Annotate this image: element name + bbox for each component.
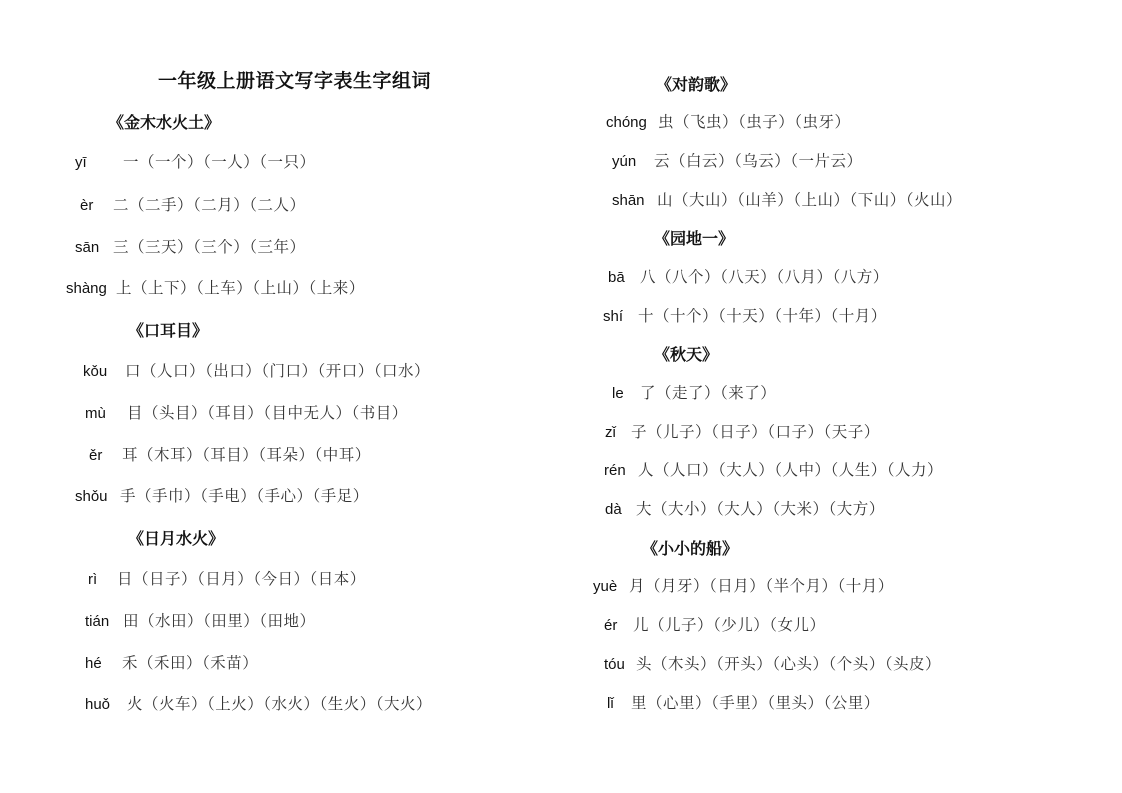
word-list: 了（走了）（来了） <box>640 384 777 402</box>
pinyin: rì <box>88 571 98 588</box>
pinyin: chóng <box>606 114 647 131</box>
page-title: 一年级上册语文写字表生字组词 <box>158 70 432 92</box>
word-row <box>604 458 943 480</box>
pinyin: yuè <box>593 578 618 595</box>
section-heading: 《日月水火》 <box>128 529 225 548</box>
word-list: 子（儿子）（日子）（口子）（天子） <box>631 423 880 441</box>
section-heading: 《对韵歌》 <box>656 75 737 94</box>
pinyin: dà <box>605 501 622 518</box>
word-list: 二（二手）（二月）（二人） <box>113 196 306 214</box>
word-list: 山（大山）（山羊）（上山）（下山）（火山） <box>657 191 963 209</box>
pinyin: ér <box>604 617 618 634</box>
pinyin: yún <box>612 153 637 170</box>
word-row <box>85 651 258 673</box>
pinyin: bā <box>608 269 625 286</box>
word-list: 头（木头）（开头）（心头）（个头）（头皮） <box>636 655 942 673</box>
word-list: 一（一个）（一人）（一只） <box>123 153 316 171</box>
word-row <box>612 381 776 403</box>
word-row <box>85 609 316 631</box>
word-list: 儿（儿子）（少儿）（女儿） <box>633 616 826 634</box>
section-heading: 《口耳目》 <box>128 321 209 340</box>
word-row <box>593 574 894 596</box>
pinyin: shàng <box>66 280 107 297</box>
section-heading: 《园地一》 <box>654 229 735 248</box>
word-list: 禾（禾田）（禾苗） <box>122 654 259 672</box>
word-list: 田（水田）（田里）（田地） <box>123 612 316 630</box>
pinyin: zǐ <box>605 424 616 441</box>
word-list: 大（大小）（大人）（大米）（大方） <box>636 500 885 518</box>
word-row <box>89 443 371 465</box>
section-heading: 《小小的船》 <box>642 539 739 558</box>
word-list: 口（人口）（出口）（门口）（开口）（口水） <box>125 362 431 380</box>
word-row <box>608 265 889 287</box>
pinyin: hé <box>85 655 102 672</box>
word-list: 八（八个）（八天）（八月）（八方） <box>640 268 889 286</box>
word-list: 目（头目）（耳目）（目中无人）（书目） <box>127 404 408 422</box>
word-row <box>607 691 880 713</box>
word-row <box>606 110 851 132</box>
section-heading: 《金木水火土》 <box>108 113 221 132</box>
pinyin: tóu <box>604 656 625 673</box>
word-row <box>75 150 316 172</box>
pinyin: rén <box>604 462 626 479</box>
word-row <box>604 613 826 635</box>
word-list: 月（月牙）（日月）（半个月）（十月） <box>629 577 894 595</box>
word-list: 上（上下）（上车）（上山）（上来） <box>116 279 365 297</box>
pinyin: kǒu <box>83 363 108 380</box>
pinyin: èr <box>80 197 94 214</box>
pinyin: shí <box>603 308 624 325</box>
word-row <box>612 149 863 171</box>
pinyin: lǐ <box>607 695 614 712</box>
pinyin: ěr <box>89 447 103 464</box>
pinyin: yī <box>75 154 87 171</box>
pinyin: le <box>612 385 624 402</box>
section-heading: 《秋天》 <box>654 345 719 364</box>
word-list: 里（心里）（手里）（里头）（公里） <box>631 694 880 712</box>
word-list: 三（三天）（三个）（三年） <box>113 238 306 256</box>
word-row <box>80 193 306 215</box>
word-row <box>612 188 962 210</box>
word-row <box>604 652 941 674</box>
pinyin: shǒu <box>75 488 108 505</box>
word-list: 云（白云）（乌云）（一片云） <box>654 152 863 170</box>
word-row <box>605 497 885 519</box>
word-row <box>85 692 432 714</box>
word-list: 手（手巾）（手电）（手心）（手足） <box>120 487 369 505</box>
word-row <box>605 420 880 442</box>
word-row <box>75 235 306 257</box>
word-list: 人（人口）（大人）（人中）（人生）（人力） <box>638 461 944 479</box>
word-list: 日（日子）（日月）（今日）（日本） <box>117 570 366 588</box>
word-row <box>66 276 365 298</box>
pinyin: mù <box>85 405 106 422</box>
word-list: 虫（飞虫）（虫子）（虫牙） <box>658 113 851 131</box>
word-list: 火（火车）（上火）（水火）（生火）（大火） <box>127 695 433 713</box>
word-list: 耳（木耳）（耳目）（耳朵）（中耳） <box>122 446 371 464</box>
word-row <box>85 401 408 423</box>
pinyin: huǒ <box>85 696 111 713</box>
word-row <box>88 567 366 589</box>
pinyin: shān <box>612 192 645 209</box>
pinyin: tián <box>85 613 110 630</box>
word-row <box>75 484 369 506</box>
word-list: 十（十个）（十天）（十年）（十月） <box>638 307 887 325</box>
word-row <box>83 359 430 381</box>
word-row <box>603 304 887 326</box>
pinyin: sān <box>75 239 100 256</box>
